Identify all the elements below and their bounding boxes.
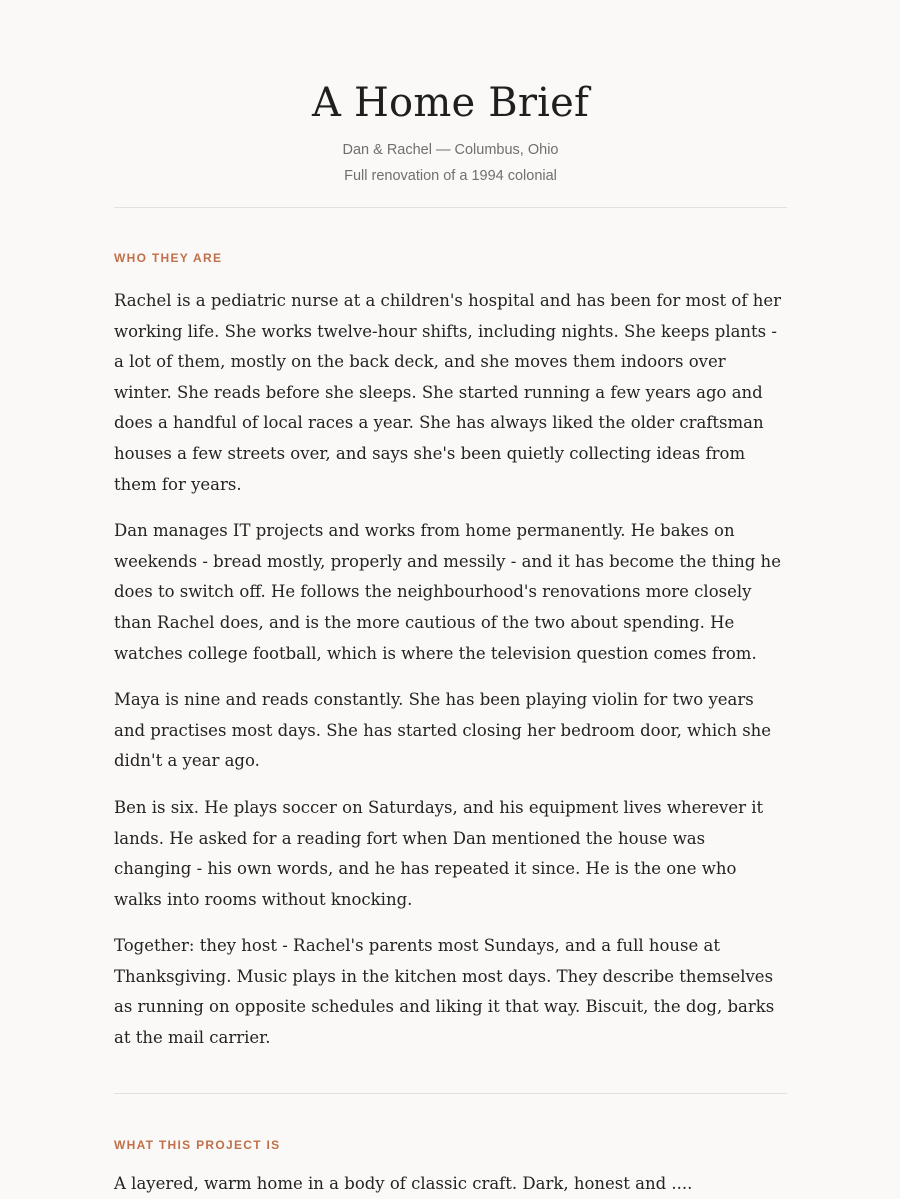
- page-title: A Home Brief: [311, 80, 590, 126]
- section-who-they-are: [114, 250, 787, 1054]
- section-label: WHO THEY ARE: [114, 251, 223, 265]
- paragraph-ben: Ben is six. He plays soccer on Saturdays, and his equipment lives wherever it lands. He asked for a reading fort when Dan mentioned the house was changing - his own words, and he has repeated it since. He is the one who walks into rooms without knocking.: [114, 797, 764, 909]
- section-label: WHAT THIS PROJECT IS: [114, 1137, 281, 1152]
- client-names-location: Dan & Rachel — Columbus, Ohio: [342, 142, 559, 158]
- home-brief-page: [114, 0, 787, 1199]
- paragraph-project-intro: A layered, warm home in a body of classic craft. Dark, honest and ....: [114, 1173, 693, 1193]
- project-summary: Full renovation of a 1994 colonial: [344, 168, 557, 184]
- paragraph-dan: Dan manages IT projects and works from home permanently. He bakes on weekends - bread mostly, properly and messily - and it has become the thing he does to switch off. He follows the neighbourhood's renovations more closely than Rachel does, and is the more cautious of the two about spending. He watches college football, which is where the television question comes from.: [114, 521, 781, 663]
- paragraph-rachel: Rachel is a pediatric nurse at a children's hospital and has been for most of her working life. She works twelve-hour shifts, including nights. She keeps plants - a lot of them, mostly on the back deck, and she moves them indoors over winter. She reads before she sleeps. She started running a few years ago and does a handful of local races a year. She has always liked the older craftsman houses a few streets over, and says she's been quietly collecting ideas from them for years.: [114, 291, 782, 494]
- paragraph-together: Together: they host - Rachel's parents most Sundays, and a full house at Thanksgiving. Music plays in the kitchen most days. They describe themselves as running on opposite schedules and liking it that way. Biscuit, the dog, barks at the mail carrier.: [114, 936, 775, 1048]
- brief-header: [114, 0, 787, 189]
- paragraph-maya: Maya is nine and reads constantly. She has been playing violin for two years and practises most days. She has started closing her bedroom door, which she didn't a year ago.: [114, 690, 772, 771]
- section-divider: [114, 1093, 787, 1094]
- section-what-this-project-is: [114, 1137, 787, 1199]
- header-divider: [114, 207, 787, 208]
